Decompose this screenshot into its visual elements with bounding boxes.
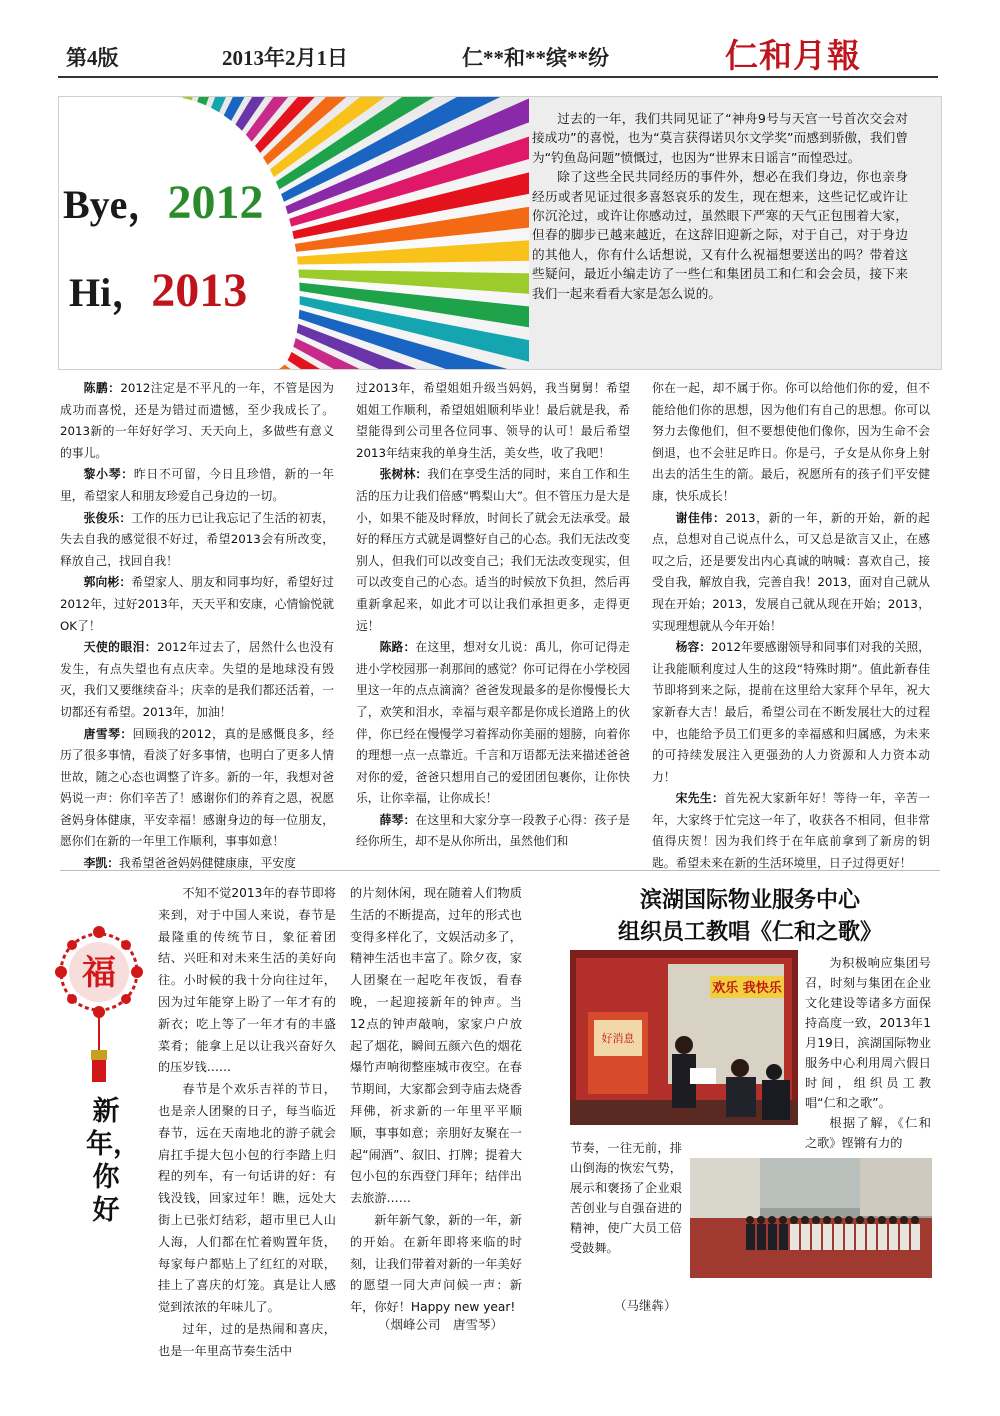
song-article-text-1: 为积极响应集团号召，时刻与集团在企业文化建设等诸多方面保持高度一致，2013年1月19日，滨湖国际物业服务中心利用周六假日时间，组织员工教唱“仁和之歌”。 根据了解，《仁和之歌》铿锵有力的	[805, 956, 931, 1150]
greeting-entry: 张俊乐：工作的压力已让我忘记了生活的初衷，失去自我的感觉很不好过，希望2013会有所改变，释放自己，找回自我！	[60, 510, 334, 568]
header-rule	[58, 76, 938, 78]
person-body	[900, 1224, 909, 1250]
greeting-entry: 唐雪琴：回顾我的2012，真的是感慨良多，经历了很多事情，看淡了好多事情，也明白了更多人情世故，随之心态也调整了许多。新的一年，我想对爸妈说一声：你们辛苦了！感谢你们的养育之恩，祝愿爸妈身体健康，平安幸福！感谢身边的每一位朋友，愿你们在新的一年里工作顺利，事事如意！	[60, 726, 334, 849]
person-body	[845, 1224, 854, 1250]
new-year-banner	[58, 96, 942, 370]
song-article-title: 滨湖国际物业服务中心 组织员工教唱《仁和之歌》	[617, 887, 882, 945]
year-2013: 2013	[151, 264, 248, 317]
person-head	[900, 1216, 908, 1224]
person-body	[823, 1224, 832, 1250]
intro-paragraph: 除了这些全民共同经历的事件外，想必在我们身边，你也亲身经历或者见证过很多喜怒哀乐的发生，现在想来，这些记忆或许让你沉沦过，或许让你感动过，虽然眼下严寒的天气正包围着大家，但春的脚步已越来越近，在这辞旧迎新之际，对于自己，对于身边的其他人，你有什么话想说，又有什么祝福想要送出的吗？带着这些疑问，最近小编走访了一些仁和集团员工和仁和会会员，接下来我们一起来看看大家是怎么说的。	[532, 169, 908, 301]
greeting-entry: 宋先生：首先祝大家新年好！等待一年，辛苦一年，大家终于忙完这一年了，收获各不相同，但非常值得庆贺！因为我们终于在年底前拿到了新房的钥匙。希望未来在新的生活环境里，日子过得更好！	[652, 791, 930, 871]
person-head	[834, 1216, 842, 1224]
person-body	[867, 1224, 876, 1250]
person-body	[911, 1224, 920, 1250]
person-head	[889, 1216, 897, 1224]
song-article-author: （马继犇）	[614, 1298, 677, 1313]
person-head	[801, 1216, 809, 1224]
person-head	[812, 1216, 820, 1224]
fu-papercut-icon	[54, 910, 144, 1090]
greeting-entry: 你在一起，却不属于你。你可以给他们你的爱，但不能给他们你的思想，因为他们有自己的思想。你可以努力去像他们，但不要想使他们像你，因为生命不会倒退，也不会驻足昨日。你是弓，子女是从你身上射出去的活生生的箭。最后，祝愿所有的孩子们平安健康，快乐成长！	[652, 381, 930, 503]
greetings-column-2	[356, 378, 630, 853]
person-body	[834, 1224, 843, 1250]
person-body	[768, 1224, 777, 1250]
svg-text:好消息: 好消息	[601, 1032, 635, 1045]
banner-intro	[532, 109, 908, 303]
person-body	[746, 1224, 755, 1250]
svg-text:福: 福	[82, 953, 116, 993]
greeting-entry: 谢佳伟：2013，新的一年，新的开始，新的起点，总想对自己说点什么，可又总是欲言又止，在感叹之后，还是要发出内心真诚的呐喊：喜欢自己，接受自我，解放自我，完善自我！2013，面对自己就从现在开始；2013，发展自己就从现在开始；2013，实现理想就从今年开始！	[652, 510, 930, 633]
header-slogan: 仁**和**缤**纷	[462, 46, 609, 70]
greetings-column-1	[60, 378, 334, 875]
new-year-signature: （烟峰公司 唐雪琴）	[378, 1317, 504, 1332]
person-body	[790, 1224, 799, 1250]
person-head	[911, 1216, 919, 1224]
greeting-entry: 薛琴：在这里和大家分享一段教子心得：孩子是经你所生，却不是从你所出，虽然他们和	[356, 812, 630, 849]
teaching-song-photo	[570, 950, 798, 1125]
song-article-text-2: 节奏，一往无前，排山倒海的恢宏气势，展示和褒扬了企业艰苦创业与自强奋进的精神，使广大员工倍受鼓舞。	[570, 1141, 682, 1255]
person-head	[779, 1216, 787, 1224]
person-head	[823, 1216, 831, 1224]
person-body	[878, 1224, 887, 1250]
greeting-entry: 黎小琴：昨日不可留，今日且珍惜，新的一年里，希望家人和朋友珍爱自己身边的一切。	[60, 467, 334, 503]
section-divider	[60, 870, 940, 871]
greetings-column-3	[652, 378, 930, 875]
person-body	[812, 1224, 821, 1250]
new-year-title: 新年，你好	[86, 1096, 140, 1226]
intro-paragraph: 过去的一年，我们共同见证了“神舟9号与天宫一号首次交会对接成功”的喜悦，也为“莫言获得诺贝尔文学奖”而感到骄傲，我们曾为“钓鱼岛问题”愤慨过，也因为“世界末日谣言”而惶恐过。	[532, 111, 908, 165]
greeting-entry: 张树林：我们在享受生活的同时，来自工作和生活的压力让我们倍感“鸭梨山大”。但不管压力是大是小，如果不能及时释放，时间长了就会无法承受。最好的释压方式就是调整好自己的心态。我们无法改变别人，但我们可以改变自己；我们无法改变现实，但可以改变自己的心态。适当的时候放下负担，然后再重新拿起来，如此才可以让我们承担更多，走得更远！	[356, 467, 630, 633]
new-year-column-1: 不知不觉2013年的春节即将来到，对于中国人来说，春节是最隆重的传统节日，象征着团结、兴旺和对未来生活的美好向往。小时候的我十分向往过年，因为过年能穿上盼了一年才有的新衣；吃上等了一年才有的丰盛菜肴；能拿上足以让我兴奋好久的压岁钱…… 春节是个欢乐吉祥的节日，也是亲人团聚的日子，每当临近春节，远在天南地北的游子就会肩扛手提大包小包的行李踏上归程的列车，有一句话讲的好：有钱没钱，回家过年！瞧，远处大街上已张灯结彩，超市里已人山人海，人们都在忙着购置年货，每家每户都贴上了红红的对联，挂上了喜庆的灯笼。真是让人感觉到浓浓的年味儿了。 过年，过的是热闹和喜庆，也是一年里高节奏生活中	[158, 886, 336, 1358]
greeting-entry: 陈路：在这里，想对女儿说：禹儿，你可记得走进小学校园那一刹那间的感觉？你可记得在小学校园里这一年的点点滴滴？爸爸发现最多的是你慢慢长大了，欢笑和泪水，幸福与艰辛都是你成长道路上的伙伴，你已经在慢慢学习着挥动你美丽的翅膀，向着你的理想一点一点靠近。千言和万语都无法来描述爸爸对你的爱，爸爸只想用自己的爱团团包裹你，让你快乐，让你幸福，让你成长！	[356, 640, 630, 806]
svg-text:欢乐 我快乐: 欢乐 我快乐	[712, 981, 782, 996]
person-body	[757, 1224, 766, 1250]
person-head	[845, 1216, 853, 1224]
edition-number: 第4版	[66, 46, 119, 70]
greeting-entry: 郭向彬：希望家人、朋友和同事均好，希望好过2012年，过好2013年，天天平和安康，心情愉悦就OK了！	[60, 575, 334, 633]
greeting-entry: 过2013年，希望姐姐升级当妈妈，我当舅舅！希望姐姐工作顺利，希望姐姐顺利毕业！最后就是我，希望能得到公司里各位同事、领导的认可！最后希望2013年结束我的单身生活，美女些，收了我吧！	[356, 381, 630, 460]
person-body	[801, 1224, 810, 1250]
greeting-entry: 陈鹏：2012注定是不平凡的一年，不管是因为成功而喜悦，还是为错过而遗憾，至少我成长了。2013新的一年好好学习、天天向上，多做些有意义的事儿。	[60, 381, 334, 460]
year-2012: 2012	[167, 176, 264, 229]
greeting-entry: 李凯：我希望爸爸妈妈健健康康，平安度	[83, 856, 296, 871]
person-body	[889, 1224, 898, 1250]
newspaper-logo: 仁和月報	[725, 36, 861, 75]
person-head	[746, 1216, 754, 1224]
person-head	[856, 1216, 864, 1224]
new-year-column-2: 的片刻休闲，现在随着人们物质生活的不断提高，过年的形式也变得多样化了，文娱活动多了，精神生活也丰富了。除夕夜，家人团聚在一起吃年夜饭，看春晚，一起迎接新年的钟声。当12点的钟声敲响，家家户户放起了烟花，瞬间五颜六色的烟花爆竹声响彻整座城市夜空。在春节期间，大家都会到寺庙去烧香拜佛，祈求新的一年里平平顺顺，事事如意；亲朋好友聚在一起“闹酒”、叙旧、打牌；提着大包小包的东西登门拜年；结伴出去旅游…… 新年新气象，新的一年，新的开始。在新年即将来临的时刻，让我们带着对新的一年美好的愿望一同大声问候一声：新年，你好！Happy new year!	[350, 886, 522, 1315]
person-body	[856, 1224, 865, 1250]
person-head	[757, 1216, 765, 1224]
person-head	[768, 1216, 776, 1224]
hi-2013-heading: Hi，2013	[69, 264, 248, 317]
person-head	[878, 1216, 886, 1224]
issue-date: 2013年2月1日	[222, 46, 348, 70]
person-head	[867, 1216, 875, 1224]
bye-2012-heading: Bye，2012	[63, 176, 264, 229]
greeting-entry: 天使的眼泪：2012年过去了，居然什么也没有发生，有点失望也有点庆幸。失望的是地球没有毁灭，我们又要继续奋斗；庆幸的是我们都还活着，一切都还有希望。2013年，加油！	[60, 640, 334, 719]
greeting-entry: 杨容：2012年要感谢领导和同事们对我的关照，让我能顺利度过人生的这段“特殊时期”。值此新春佳节即将到来之际，提前在这里给大家拜个早年，祝大家新春大吉！最后，希望公司在不断发展壮大的过程中，也能给予员工们更多的幸福感和归属感，为未来的可持续发展注入更强劲的人力资源和人力资本动力！	[652, 640, 930, 784]
person-head	[790, 1216, 798, 1224]
outdoor-singing-photo	[690, 1158, 932, 1278]
person-body	[779, 1224, 788, 1250]
